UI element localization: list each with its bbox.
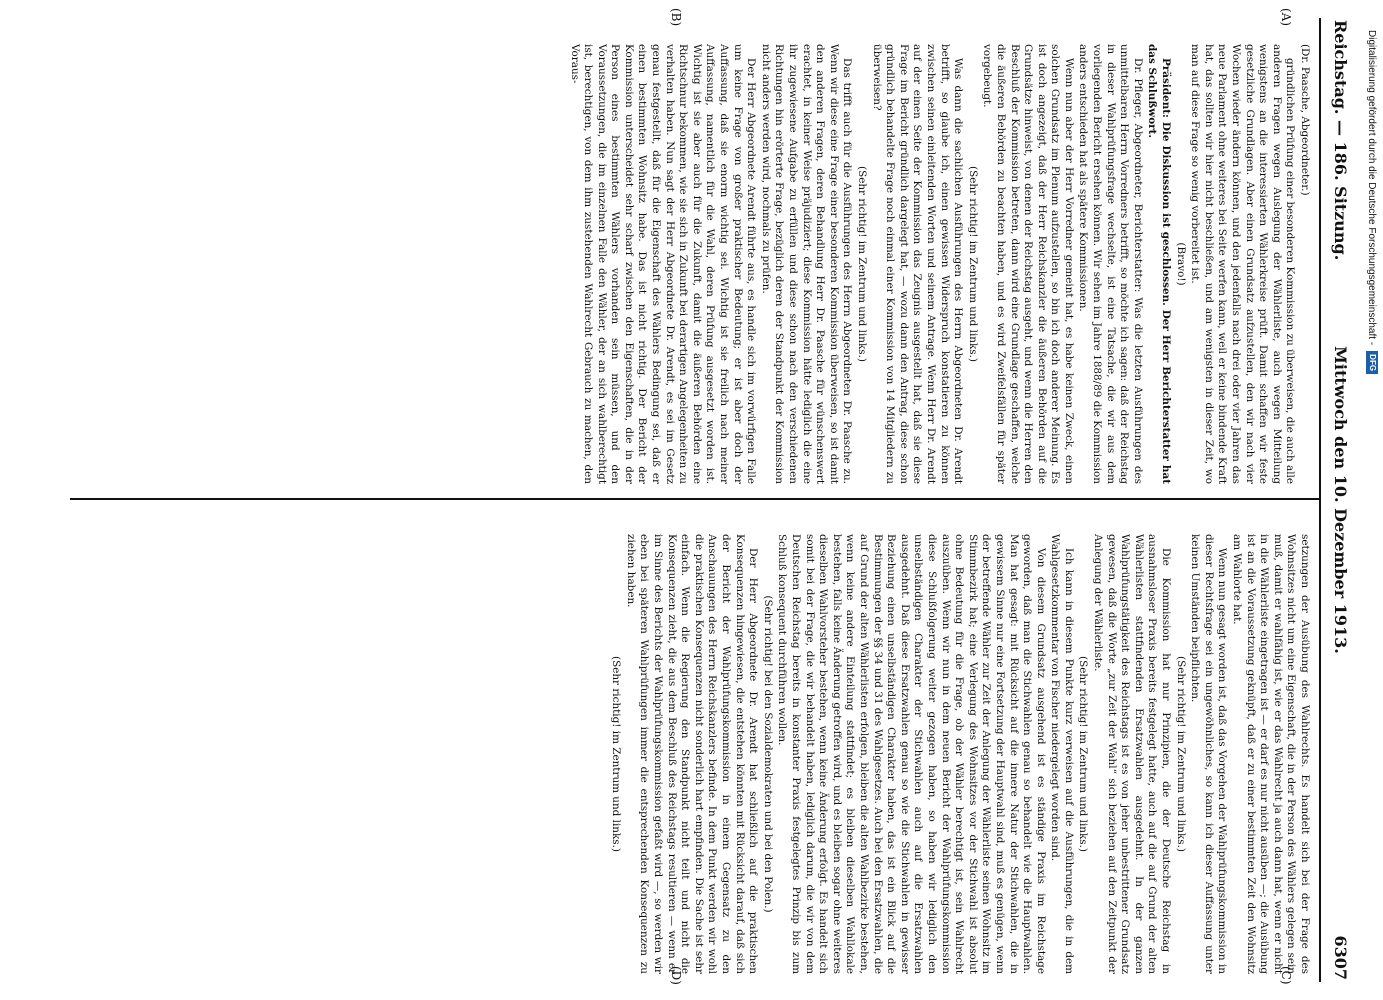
margin-mark-b: (B) xyxy=(669,8,683,27)
paragraph: gründlichen Prüfung einer besonderen Kommission zu überweisen, die auch alle anderen Fragen wegen Auslegung der Wählerliste, auch wegen Mitteilung wenigstens an die interessierten Wählerkreise prüft. Damit schaffen wir feste gesetzliche Grundlagen. Aber einen Grundsatz aufzustellen, den wir nach vier Wochen wieder ändern können, und den jedenfalls nach drei oder vier Jahren das neue Parlament ohne weiteres bei Seite werfen kann, weil er keine bindende Kraft hat, das sollten wir hier nicht beschließen, und am wenigsten in dieser Zeit, wo man auf diese Frage so wenig vorbereitet ist. xyxy=(1189,44,1297,484)
president-statement: Präsident: Die Diskussion ist geschlossen. Der Herr Berichterstatter hat das Schlußwort. xyxy=(1146,44,1173,484)
paragraph: Die Kommission hat nur Prinzipien, die der Deutsche Reichstag in ausnahmsloser Praxis bereits festgelegt hatte, auch auf die auf Grund der alten Wählerlisten stattfindenden Ersatzwahlen ausgedehnt. In der ganzen Wahlprüfungstätigkeit des Reichstags ist es von jeher unbestrittener Grundsatz gewesen, daß die Worte „zur Zeit der Wahl“ sich beziehen auf den Zeitpunkt der Anlegung der Wählerliste. xyxy=(1092,534,1173,974)
dfg-logo: DFG xyxy=(1366,351,1378,374)
paragraph: Wenn nun gesagt worden ist, daß das Vorgehen der Wahlprüfungskommission in dieser Rechtsfrage sei ein ungewöhnliches, so kann ich dieser Auffassung unter keinen Umständen beipflichten. xyxy=(1189,534,1229,974)
reaction: (Sehr richtig! im Zentrum und links.) xyxy=(610,656,623,852)
margin-mark-d: (D) xyxy=(669,966,683,985)
reaction: (Sehr richtig! im Zentrum und links.) xyxy=(1174,656,1187,852)
page-number: 6307 xyxy=(1331,935,1351,980)
paragraph: Der Herr Abgeordnete Arendt führte aus, es handle sich im vorwürfigen Falle um keine Frage von großer praktischer Bedeutung; er ist aber doch der Auffassung, daß sie enorm wichtig sei. Wichtig ist sie freilich nach meiner Auffassung, namentlich für die Wahl, deren Prüfung ausgesetzt worden ist. Wichtig ist sie aber auch für die Zukunft, damit die äußeren Behörden eine Richtschnur bekommen, wie sie sich in Zukunft bei derartigen Angelegenheiten zu verhalten haben. Nun sagt der Herr Abgeordnete Dr. Arendt, es sei im Gesetz genau festgestellt, daß für die Eigenschaft des Wählers Bedingung sei, daß er einen bestimmten Wohnsitz habe. Das ist nicht richtig. Der Bericht der Kommission unterscheidet sehr scharf zwischen den Eigenschaften, die in der Person eines bestimmten Wählers vorhanden sein müssen, und den Voraussetzungen, die im einzelnen Falle den Wähler, der an sich wahlberechtigt ist, berechtigen, von dem ihm zustehenden Wahlrecht Gebrauch zu machen, den Voraus- xyxy=(568,44,758,484)
paragraph: Wenn nun aber der Herr Vorredner gemeint hat, es habe keinen Zweck, einen solchen Grundsatz im Plenum aufzustellen, so bin ich doch anderer Meinung. Es ist doch angezeigt, daß der Herr Reichskanzler die äußeren Behörden auf die Grundsätze hinweist, von denen der Reichstag ausgeht, und wenn die Herren den Beschluß der Kommission betreten, dann wird eine Grundlage geschaffen, welche die äußeren Behörden zu beachten haben, und es wird Zweifelsfällen für später vorgebeugt. xyxy=(981,44,1075,484)
column-divider xyxy=(70,498,1319,500)
margin-mark-c: (C) xyxy=(1279,966,1293,985)
speaker-note: (Dr. Paasche, Abgeordneter.) xyxy=(1299,44,1311,196)
reaction: (Sehr richtig! bei den Sozialdemokraten und bei den Polen.) xyxy=(761,595,774,913)
paragraph: Das trifft auch für die Ausführungen des Herrn Abgeordneten Dr. Paasche zu. Wenn wir diese eine Frage einer besonderen Kommission überweisen, so ist damit den anderen Fragen, deren Behandlung Herr Dr. Paasche für wünschenswert erachtet, in keiner Weise präjudiziert; diese Kommission hätte lediglich die eine ihr zugewiesene Aufgabe zu erfüllen und diese schon nach den verschiedenen Richtungen hin erörterte Frage, bezüglich deren der Standpunkt der Kommission nicht anders werden wird, nochmals zu prüfen. xyxy=(759,44,854,484)
right-column xyxy=(608,534,1311,974)
paragraph: Ich kann in diesem Punkte kurz verweisen auf die Ausführungen, die in dem Wahlgesetzkommentar von Fischer niedergelegt worden sind. xyxy=(1049,534,1075,974)
left-column xyxy=(566,44,1311,484)
paragraph: setzungen der Ausübung des Wahlrechts. Es handelt sich bei der Frage des Wohnsitzes nicht um eine Eigenschaft, die in der Person des Wählers gelegen sein muß, damit er wahlfähig ist, wie er das Wahlrecht ja auch dann hat, wenn er nicht in die Wählerliste eingetragen ist — er darf es nur nicht ausüben —; die Ausübung ist an die Voraussetzung geknüpft, daß er zu einer bestimmten Zeit den Wohnsitz am Wahlorte hat. xyxy=(1231,534,1311,974)
paragraph: Der Herr Abgeordnete Dr. Arendt hat schließlich auf die praktischen Konsequenzen hingewiesen, die entstehen könnten mit Rücksicht darauf, daß sich der Bericht der Wahlprüfungskommission in einem Gegensatz zu den Anschauungen des Herrn Reichskanzlers befinde. In dem Punkt werden wir wohl die praktischen Konsequenzen nicht sonderlich hart empfinden. Die Sache ist sehr einfach. Wenn die Regierung den Standpunkt nicht teilt und nicht die Konsequenzen zieht, die aus dem Beschluß des Reichstags resultieren — wenn er im Sinne des Berichts der Wahlprüfungskommission gefaßt wird —, so werden wir eben bei späteren Wahlprüfungen immer die entsprechenden Konsequenzen zu ziehen haben. xyxy=(624,534,760,974)
reaction: (Sehr richtig! im Zentrum und links.) xyxy=(966,166,979,362)
reaction: (Bravo!) xyxy=(1174,242,1187,286)
header-rule xyxy=(1319,18,1321,982)
paragraph: Dr. Pfleger, Abgeordneter, Berichterstatter: Was die letzten Ausführungen des unmittelbaren Herrn Vorredners betrifft, so möchte ich sagen: daß der Reichstag in dieser Wahlprüfungsfrage wechselte, ist eine Tatsache, die wir aus dem vorliegenden Bericht ersehen können. Wir sehen im Jahre 1888/89 die Kommission anders entschieden hat als spätere Kommissionen. xyxy=(1077,44,1144,484)
paragraph: Was dann die sachlichen Ausführungen des Herrn Abgeordneten Dr. Arendt betrifft, so glaube ich, einen gewissen Widerspruch konstatieren zu können zwischen seinen einleitenden Worten und seinem Antrage. Wenn Herr Dr. Arendt auf der einen Seite der Kommission das Zeugnis ausgestellt hat, daß sie diese Frage im Bericht gründlich dargelegt hat, — wozu dann den Antrag, diese schon gründlich behandelte Frage noch einmal einer Kommission von 14 Mitgliedern zu überweisen? xyxy=(870,44,965,484)
credit-text: Digitalisierung gefördert durch die Deutsche Forschungsgemeinschaft - xyxy=(1366,30,1378,346)
running-head-date: Mittwoch den 10. Dezember 1913. xyxy=(1331,346,1351,654)
reaction: (Sehr richtig! im Zentrum und links.) xyxy=(1077,656,1090,852)
running-head-left: Reichstag. — 186. Sitzung. xyxy=(1331,20,1351,261)
paragraph: Von diesem Grundsatz ausgehend ist es ständige Praxis im Reichstage geworden, daß man die Stichwahlen genau so behandelt wie die Hauptwahlen. Man hat gesagt: mit Rücksicht auf die innere Natur der Stichwahlen, die in gewissem Sinne nur eine Fortsetzung der Hauptwahl sind, muß es genügen, wenn der betreffende Wähler zur Zeit der Anlegung der Wählerliste seinen Wohnsitz im Stimmbezirk hat; eine Verlegung des Wohnsitzes vor der Stichwahl ist absolut ohne Bedeutung für die Frage, ob der Wähler berechtigt ist, sein Wahlrecht auszuüben. Wenn wir nun in dem neuen Bericht der Wahlprüfungskommission diese Schlußfolgerung weiter gezogen haben, so haben wir lediglich den unselbständigen Charakter der Stichwahlen auch auf die Ersatzwahlen ausgedehnt. Daß diese Ersatzwahlen genau so wie die Stichwahlen in gewisser Beziehung einen unselbständigen Charakter haben, das ist ein Blick auf die Bestimmungen der §§ 34 und 31 des Wahlgesetzes. Auch bei den Ersatzwahlen, die auf Grund der alten Wählerlisten erfolgen, bleiben die alten Wahlbezirke bestehen, wenn keine andere Einteilung stattfindet; es bleiben dieselben Wahllokale bestehen, falls keine Änderung getroffen wird, und es bleiben sogar ohne weiteres dieselben Wahlvorsteher bestehen, wenn keine Änderung erfolgt. Es handelt sich somit bei der Frage, die wir behandelt haben, lediglich darum, die wir von dem Deutschen Reichstag bereits in konstanter Praxis festgelegtes Prinzip bis zum Schluß konsequent durchführen wollen. xyxy=(776,534,1047,974)
digitization-credit xyxy=(1365,30,1379,970)
margin-mark-a: (A) xyxy=(1279,8,1293,27)
reaction: (Sehr richtig! im Zentrum und links.) xyxy=(856,166,868,362)
